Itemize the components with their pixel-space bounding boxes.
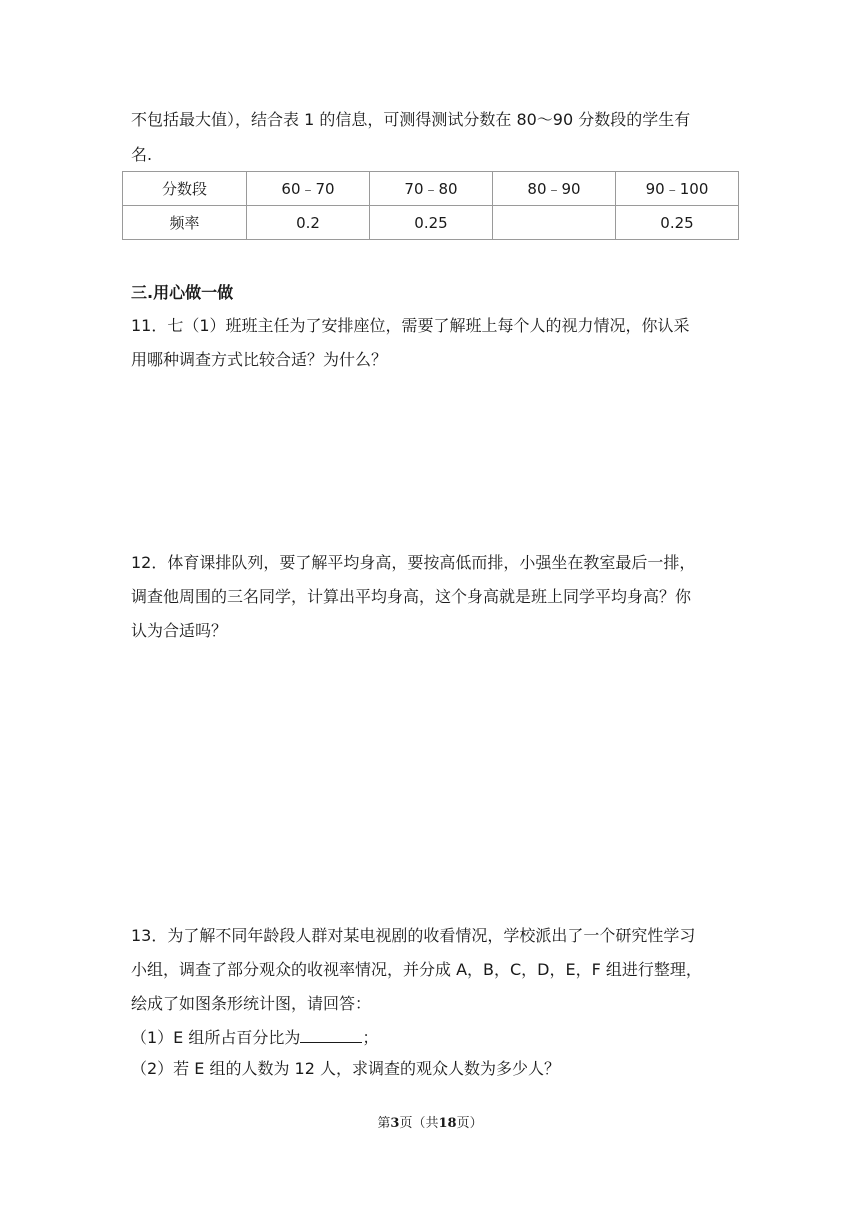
q12-line-2: 调查他周围的三名同学，计算出平均身高，这个身高就是班上同学平均身高？你 — [131, 587, 692, 606]
intro-line-1: 不包括最大值），结合表 1 的信息，可测得测试分数在 80～90 分数段的学生有 — [131, 110, 691, 129]
table-cell: 0.25 — [370, 206, 493, 240]
q12-line-1: 12．体育课排队列，要了解平均身高，要按高低而排，小强坐在教室最后一排， — [131, 553, 696, 572]
table-cell: 70﹣80 — [370, 172, 493, 206]
section-title: 三.用心做一做 — [131, 283, 234, 302]
intro-line-2: 名. — [131, 145, 153, 164]
q13-sub1-text: （1）E 组所占百分比为 — [131, 1028, 301, 1047]
table-cell: 分数段 — [123, 172, 247, 206]
footer-total-pages: 18 — [438, 1116, 457, 1131]
table-cell: 90﹣100 — [616, 172, 739, 206]
table-cell: 频率 — [123, 206, 247, 240]
footer-suffix: 页） — [456, 1116, 483, 1131]
footer-prefix: 第 — [377, 1116, 391, 1131]
table-cell — [493, 206, 616, 240]
page-footer — [0, 1112, 860, 1131]
q11-line-1: 11．七（1）班班主任为了安排座位，需要了解班上每个人的视力情况，你认采 — [131, 316, 690, 335]
q13-subquestion-2: （2）若 E 组的人数为 12 人，求调查的观众人数为多少人？ — [131, 1059, 560, 1078]
table-cell: 80﹣90 — [493, 172, 616, 206]
q13-line-1: 13．为了解不同年龄段人群对某电视剧的收看情况，学校派出了一个研究性学习 — [131, 926, 696, 945]
table-cell: 0.25 — [616, 206, 739, 240]
table-header-row — [123, 172, 739, 206]
answer-blank[interactable] — [300, 1026, 362, 1043]
footer-page-number: 3 — [390, 1116, 400, 1131]
q13-line-3: 绘成了如图条形统计图，请回答： — [131, 994, 372, 1013]
q12-line-3: 认为合适吗？ — [131, 621, 228, 640]
q13-subquestion-1 — [131, 1026, 378, 1048]
table-cell: 60﹣70 — [247, 172, 370, 206]
table-row — [123, 206, 739, 240]
q13-line-2: 小组，调查了部分观众的收视率情况，并分成 A，B，C，D，E，F 组进行整理， — [131, 960, 702, 979]
q13-sub1-end: ； — [362, 1028, 379, 1047]
table-cell: 0.2 — [247, 206, 370, 240]
footer-middle: 页（共 — [399, 1116, 439, 1131]
frequency-table — [122, 171, 739, 240]
q11-line-2: 用哪种调查方式比较合适？为什么？ — [131, 350, 388, 369]
